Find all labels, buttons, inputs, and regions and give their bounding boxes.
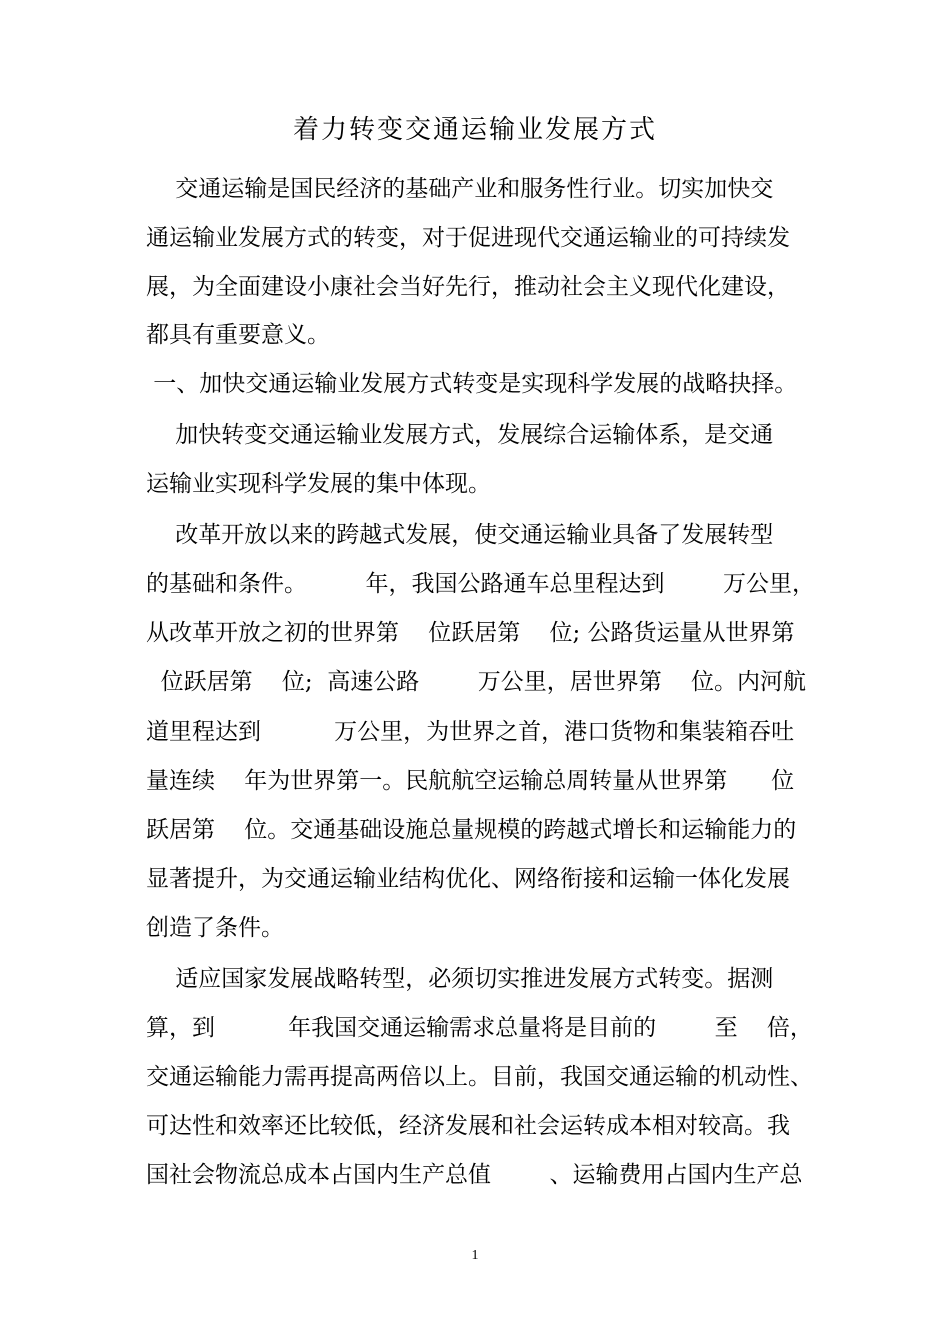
text-line: 通运输业发展方式的转变，对于促进现代交通运输业的可持续发 (146, 225, 790, 251)
text-line: 量连续 年为世界第一。民航航空运输总周转量从世界第 位 (146, 768, 795, 794)
text-line: 可达性和效率还比较低，经济发展和社会运转成本相对较高。我 (146, 1113, 790, 1139)
text-line: 创造了条件。 (146, 915, 284, 941)
text-line: 交通运输是国民经济的基础产业和服务性行业。切实加快交 (146, 176, 774, 202)
text-line: 算，到 年我国交通运输需求总量将是目前的 至 倍， (146, 1015, 813, 1041)
text-line: 运输业实现科学发展的集中体现。 (146, 471, 491, 497)
text-line: 都具有重要意义。 (146, 322, 330, 348)
text-line: 加快转变交通运输业发展方式，发展综合运输体系，是交通 (146, 422, 774, 448)
text-line: 道里程达到 万公里，为世界之首，港口货物和集装箱吞吐 (146, 719, 795, 745)
section-heading: 一、加快交通运输业发展方式转变是实现科学发展的战略抉择。 (146, 371, 798, 397)
text-line: 国社会物流总成本占国内生产总值 、运输费用占国内生产总 (146, 1162, 803, 1188)
text-line: 显著提升，为交通运输业结构优化、网络衔接和运输一体化发展 (146, 866, 790, 892)
text-line: 适应国家发展战略转型，必须切实推进发展方式转变。据测 (146, 966, 774, 992)
text-line: 的基础和条件。 年，我国公路通车总里程达到 万公里， (146, 571, 815, 597)
text-line: 位跃居第 位; 高速公路 万公里，居世界第 位。内河航 (146, 669, 806, 695)
page-number: 1 (471, 1248, 479, 1263)
text-line: 跃居第 位。交通基础设施总量规模的跨越式增长和运输能力的 (146, 817, 797, 843)
document-title: 着力转变交通运输业发展方式 (292, 115, 657, 145)
text-line: 交通运输能力需再提高两倍以上。目前，我国交通运输的机动性、 (146, 1064, 813, 1090)
text-line: 从改革开放之初的世界第 位跃居第 位; 公路货运量从世界第 (146, 620, 795, 646)
text-line: 改革开放以来的跨越式发展，使交通运输业具备了发展转型 (146, 522, 774, 548)
text-line: 展，为全面建设小康社会当好先行，推动社会主义现代化建设， (146, 274, 790, 300)
